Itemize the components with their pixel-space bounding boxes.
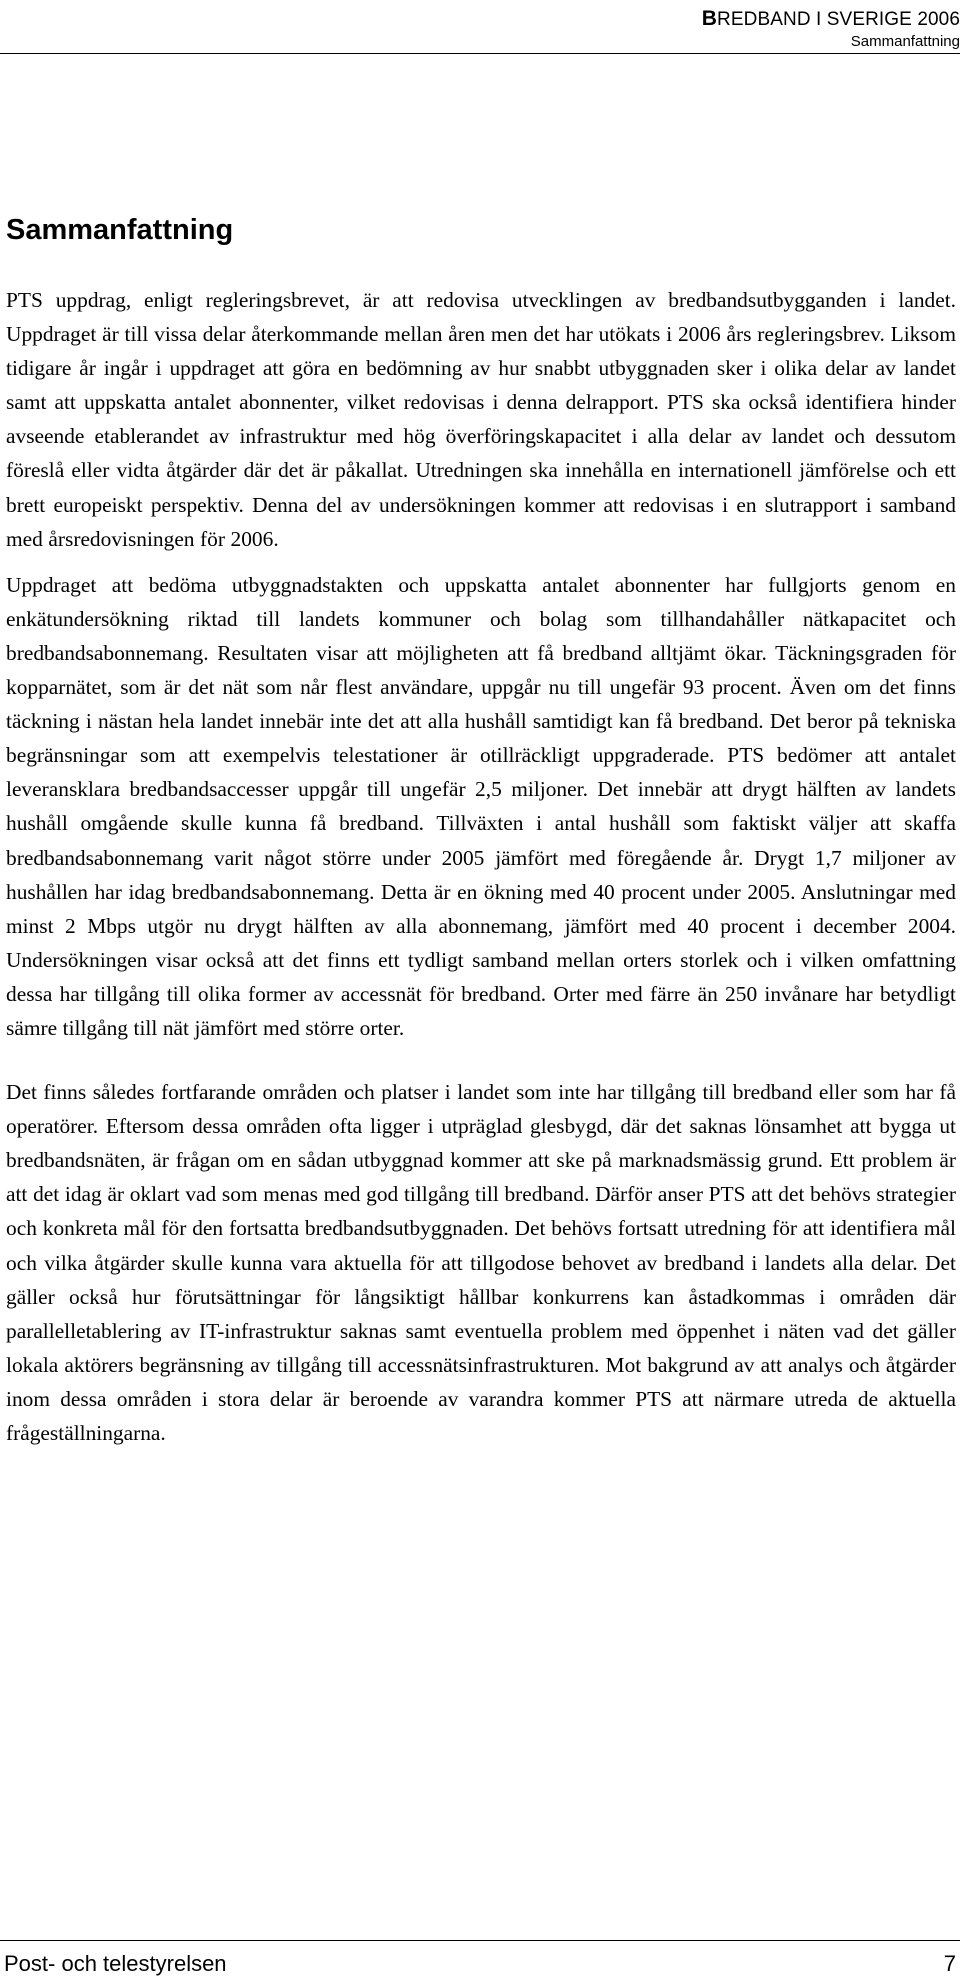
footer-divider bbox=[0, 1940, 960, 1941]
paragraph-1: PTS uppdrag, enligt regleringsbrevet, är att redovisa utvecklingen av bredbandsutbygganden i landet. Uppdraget är till vissa delar återkommande mellan åren men det har utökats i 2006 års regleringsbrev. Liksom tidigare år ingår i uppdraget att göra en bedömning av hur snabbt utbyggnaden sker i olika delar av landet samt att uppskatta antalet abonnenter, vilket redovisas i denna delrapport. PTS ska också identifiera hinder avseende etablerandet av infrastruktur med hög överföringskapacitet i alla delar av landet och dessutom föreslå eller vidta åtgärder där det är påkallat. Utredningen ska innehålla en internationell jämförelse och ett brett europeiskt perspektiv. Denna del av undersökningen kommer att redovisas i en slutrapport i samband med årsredovisningen för 2006. bbox=[6, 288, 956, 551]
paragraph-2: Uppdraget att bedöma utbyggnadstakten och uppskatta antalet abonnenter har fullgjorts genom en enkätundersökning riktad till landets kommuner och bolag som tillhandahåller nätkapacitet och bredbandsabonnemang. Resultaten visar att möjligheten att få bredband alltjämt ökar. Täckningsgraden för kopparnätet, som är det nät som når flest användare, uppgår nu till ungefär 93 procent. Även om det finns täckning i nästan hela landet innebär inte det att alla hushåll samtidigt kan få bredband. Det beror på tekniska begränsningar som att exempelvis telestationer är otillräckligt uppgraderade. PTS bedömer att antalet leveransklara bredbandsaccesser uppgår till ungefär 2,5 miljoner. Det innebär att drygt hälften av landets hushåll omgående skulle kunna få bredband. Tillväxten i antal hushåll som faktiskt väljer att skaffa bredbandsabonnemang varit något större under 2005 jämfört med föregående år. Drygt 1,7 miljoner av hushållen har idag bredbandsabonnemang. Detta är en ökning med 40 procent under 2005. Anslutningar med minst 2 Mbps utgör nu drygt hälften av alla abonnemang, jämfört med 40 procent i december 2004. Undersökningen visar också att det finns ett tydligt samband mellan orters storlek och i vilken omfattning dessa har tillgång till olika former av accessnät för bredband. Orter med färre än 250 invånare har betydligt sämre tillgång till nät jämfört med större orter. bbox=[6, 572, 956, 1040]
report-title bbox=[200, 8, 960, 30]
report-title-rest: REDBAND I SVERIGE 2006 bbox=[717, 9, 960, 30]
paragraph-3: Det finns således fortfarande områden och platser i landet som inte har tillgång till bredband eller som har få operatörer. Eftersom dessa områden ofta ligger i utpräglad glesbygd, där det saknas lönsamhet att bygga ut bredbandsnäten, är frågan om en sådan utbyggnad kommer att ske på marknadsmässig grund. Ett problem är att det idag är oklart vad som menas med god tillgång till bredband. Därför anser PTS att det behövs strategier och konkreta mål för den fortsatta bredbandsutbyggnaden. Det behövs fortsatt utredning för att identifiera mål och vilka åtgärder skulle kunna vara aktuella för att tillgodose behovet av bredband i landets alla delar. Det gäller också hur förutsättningar för långsiktigt hållbar konkurrens kan åstadkommas i områden där parallelletablering av IT-infrastruktur saknas samt eventuella problem med öppenhet i näten vad det gäller lokala aktörers begränsning av tillgång till accessnätsinfrastrukturen. Mot bakgrund av att analys och åtgärder inom dessa områden i stora delar är beroende av varandra kommer PTS att närmare utreda de aktuella frågeställningarna. bbox=[6, 1080, 956, 1445]
section-subtitle: Sammanfattning bbox=[850, 33, 960, 50]
section-heading: Sammanfattning bbox=[6, 214, 234, 246]
body-text bbox=[6, 283, 956, 1450]
footer-organization: Post- och telestyrelsen bbox=[4, 1951, 227, 1976]
running-header bbox=[200, 8, 960, 51]
header-divider bbox=[0, 53, 960, 54]
report-title-initial: B bbox=[701, 7, 718, 30]
page-number: 7 bbox=[943, 1951, 956, 1976]
